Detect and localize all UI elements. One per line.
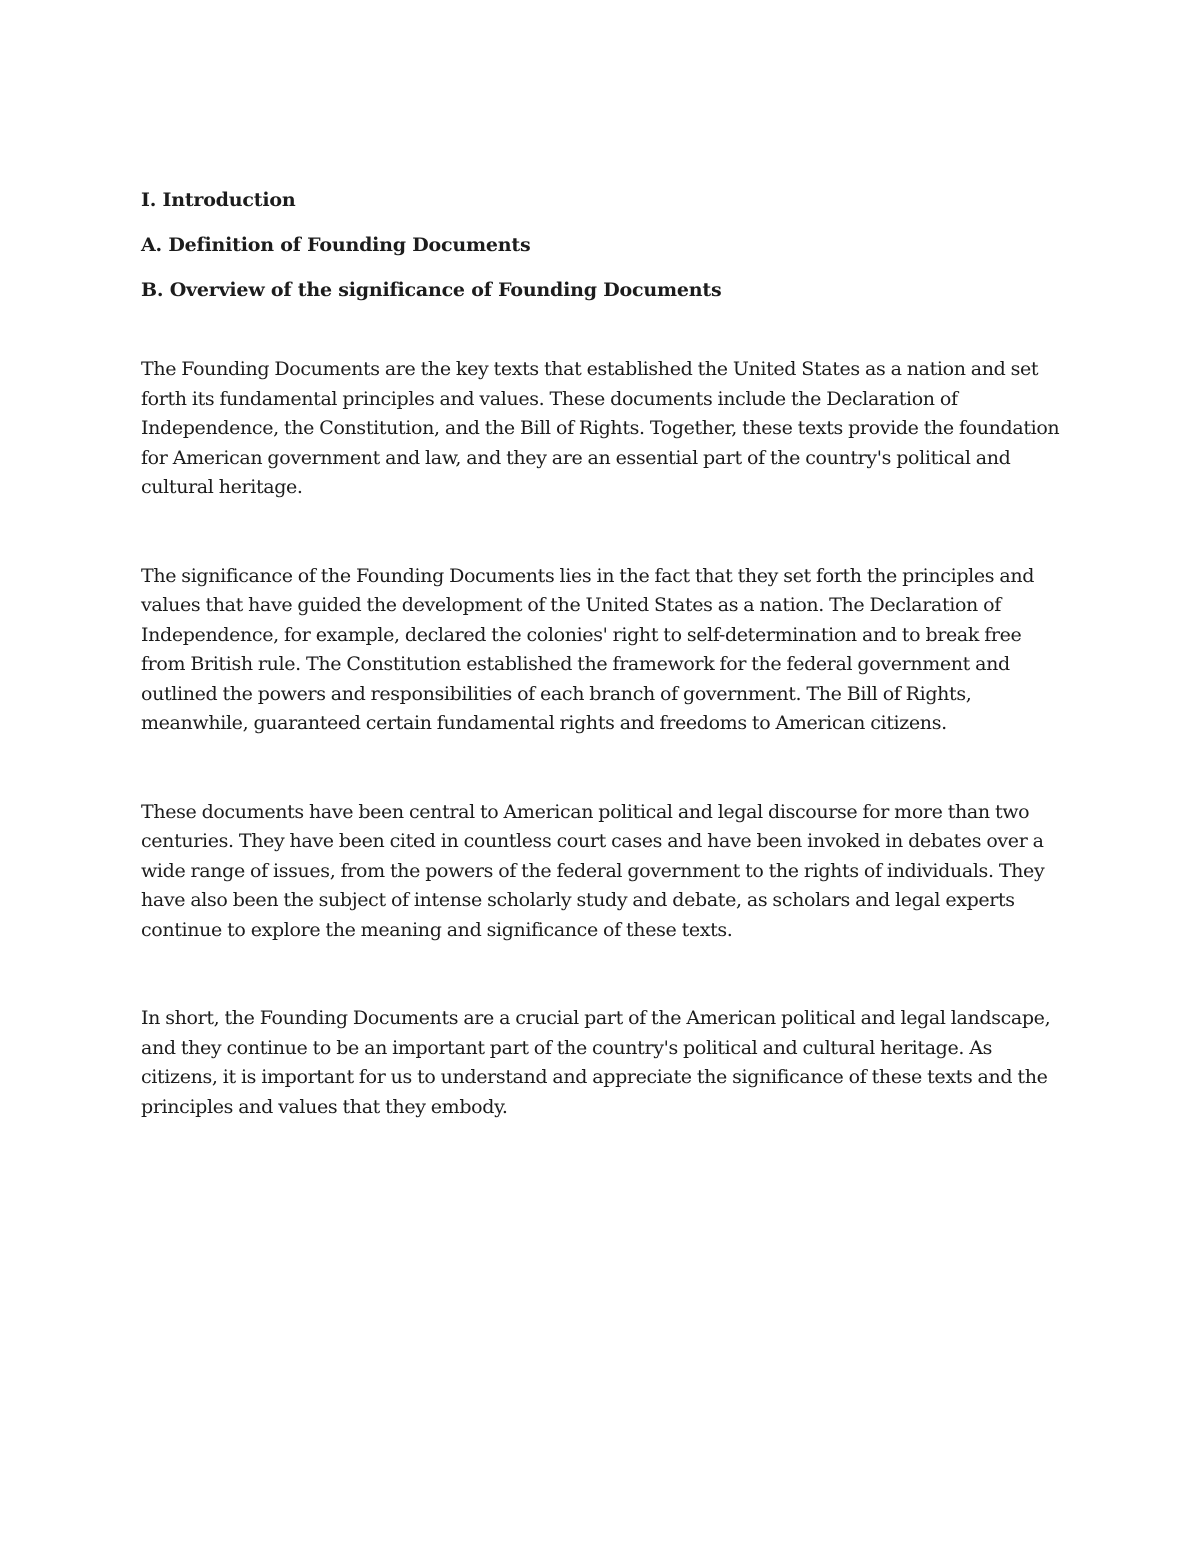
heading-definition: A. Definition of Founding Documents: [141, 234, 531, 256]
paragraph-founding-documents-definition: The Founding Documents are the key texts that established the United States as a nation and set forth its fundamental principles and values. These documents include the Declaration of Independence, the Constitution, and the Bill of Rights. Together, these texts provide the foundation for American government and law, and they are an essential part of the country's political and cultural heritage.: [141, 358, 1060, 498]
paragraph-significance: The significance of the Founding Documents lies in the fact that they set forth the principles and values that have guided the development of the United States as a nation. The Declaration of Independence, for example, declared the colonies' right to self-determination and to break free from British rule. The Constitution established the framework for the federal government and outlined the powers and responsibilities of each branch of government. The Bill of Rights, meanwhile, guaranteed certain fundamental rights and freedoms to American citizens.: [141, 564, 1035, 734]
paragraph-conclusion: In short, the Founding Documents are a crucial part of the American political and legal landscape, and they continue to be an important part of the country's political and cultural heritage. As citizens, it is important for us to understand and appreciate the significance of these texts and the principles and values that they embody.: [141, 1007, 1051, 1118]
heading-overview: B. Overview of the significance of Founding Documents: [141, 279, 722, 301]
heading-introduction: I. Introduction: [141, 189, 296, 211]
paragraph-discourse: These documents have been central to American political and legal discourse for more than two centuries. They have been cited in countless court cases and have been invoked in debates over a wide range of issues, from the powers of the federal government to the rights of individuals. They have also been the subject of intense scholarly study and debate, as scholars and legal experts continue to explore the meaning and significance of these texts.: [141, 800, 1045, 941]
document-body: [141, 186, 1066, 1122]
